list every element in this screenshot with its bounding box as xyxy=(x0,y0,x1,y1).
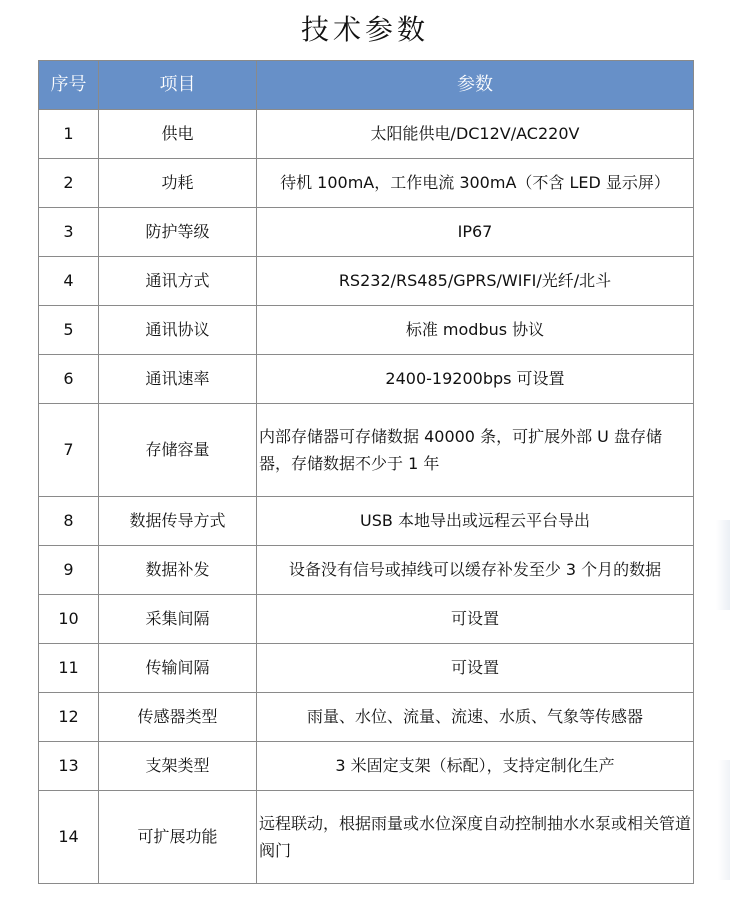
row-param: 可设置 xyxy=(257,595,694,644)
table-row xyxy=(39,355,694,404)
row-item: 通讯方式 xyxy=(99,257,257,306)
row-index: 6 xyxy=(39,355,99,404)
row-index: 9 xyxy=(39,546,99,595)
table-row xyxy=(39,693,694,742)
table-row xyxy=(39,742,694,791)
row-item: 传输间隔 xyxy=(99,644,257,693)
row-index: 3 xyxy=(39,208,99,257)
row-param: IP67 xyxy=(257,208,694,257)
row-item: 存储容量 xyxy=(99,404,257,497)
row-param: 雨量、水位、流量、流速、水质、气象等传感器 xyxy=(257,693,694,742)
table-row xyxy=(39,497,694,546)
row-index: 11 xyxy=(39,644,99,693)
edge-shadow xyxy=(718,760,730,880)
table-row xyxy=(39,208,694,257)
row-item: 支架类型 xyxy=(99,742,257,791)
row-item: 数据补发 xyxy=(99,546,257,595)
table-row xyxy=(39,791,694,884)
row-param: 可设置 xyxy=(257,644,694,693)
row-item: 通讯速率 xyxy=(99,355,257,404)
row-param: USB 本地导出或远程云平台导出 xyxy=(257,497,694,546)
row-item: 可扩展功能 xyxy=(99,791,257,884)
table-row xyxy=(39,159,694,208)
row-item: 传感器类型 xyxy=(99,693,257,742)
row-index: 5 xyxy=(39,306,99,355)
row-index: 12 xyxy=(39,693,99,742)
spec-table xyxy=(38,60,694,884)
row-index: 4 xyxy=(39,257,99,306)
row-item: 采集间隔 xyxy=(99,595,257,644)
table-row xyxy=(39,644,694,693)
row-param: RS232/RS485/GPRS/WIFI/光纤/北斗 xyxy=(257,257,694,306)
edge-shadow xyxy=(716,520,730,610)
table-row xyxy=(39,546,694,595)
header-index: 序号 xyxy=(39,61,99,110)
row-index: 8 xyxy=(39,497,99,546)
table-row xyxy=(39,404,694,497)
row-item: 通讯协议 xyxy=(99,306,257,355)
page-title: 技术参数 xyxy=(300,13,429,46)
row-item: 功耗 xyxy=(99,159,257,208)
row-index: 14 xyxy=(39,791,99,884)
table-row xyxy=(39,257,694,306)
row-item: 供电 xyxy=(99,110,257,159)
row-item: 数据传导方式 xyxy=(99,497,257,546)
row-param: 待机 100mA，工作电流 300mA（不含 LED 显示屏） xyxy=(257,159,694,208)
row-param: 3 米固定支架（标配），支持定制化生产 xyxy=(257,742,694,791)
row-param: 标准 modbus 协议 xyxy=(257,306,694,355)
table-header-row xyxy=(39,61,694,110)
row-index: 10 xyxy=(39,595,99,644)
row-index: 2 xyxy=(39,159,99,208)
header-item: 项目 xyxy=(99,61,257,110)
row-param: 设备没有信号或掉线可以缓存补发至少 3 个月的数据 xyxy=(257,546,694,595)
table-row xyxy=(39,306,694,355)
row-index: 1 xyxy=(39,110,99,159)
row-index: 13 xyxy=(39,742,99,791)
row-param: 远程联动，根据雨量或水位深度自动控制抽水水泵或相关管道阀门 xyxy=(257,791,694,884)
row-index: 7 xyxy=(39,404,99,497)
header-param: 参数 xyxy=(257,61,694,110)
row-param: 内部存储器可存储数据 40000 条，可扩展外部 U 盘存储器，存储数据不少于 1 年 xyxy=(257,404,694,497)
table-row xyxy=(39,110,694,159)
row-param: 太阳能供电/DC12V/AC220V xyxy=(257,110,694,159)
row-item: 防护等级 xyxy=(99,208,257,257)
table-row xyxy=(39,595,694,644)
row-param: 2400-19200bps 可设置 xyxy=(257,355,694,404)
